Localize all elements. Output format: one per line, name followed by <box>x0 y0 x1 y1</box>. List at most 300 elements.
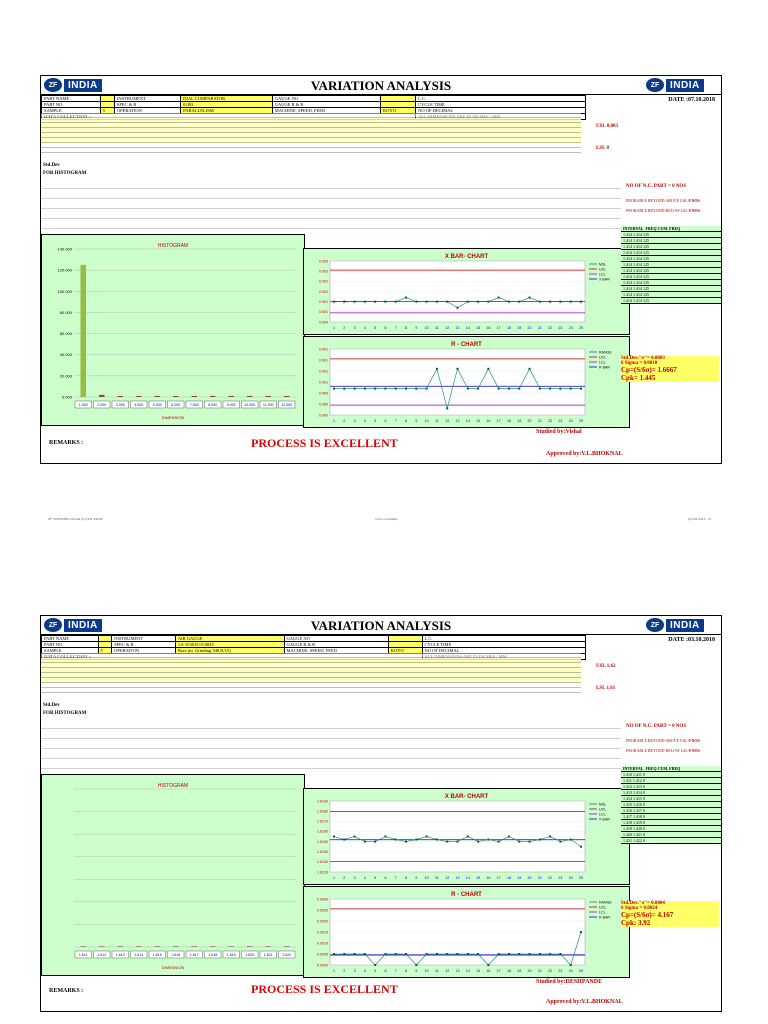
data-point <box>374 301 376 303</box>
hist-bar <box>284 946 290 947</box>
hist-bar <box>154 946 160 947</box>
hist-bar <box>247 396 253 397</box>
hist-x-tick: 1.620 <box>245 953 255 957</box>
x-tick: 19 <box>517 969 522 973</box>
hist-x-tick: 2.000 <box>97 403 107 407</box>
x-tick: 24 <box>568 326 573 330</box>
data-point <box>529 841 531 843</box>
y-tick: 0.003 <box>319 269 328 274</box>
remarks-label: REMARKS : <box>49 440 84 446</box>
hist-bar <box>228 946 234 947</box>
part-info-table: PART NAME INSTRUMENT DIAL COMPARATOR GAUGE NO L.C. PART NO SPEC & R 0.003 GAUGE R & R CYCLE TIME SAMPLE 5 OPERATION PARALLELISM MACHINE, SPEED, FEED KOYO NO OF DECIMAL <box>41 95 586 120</box>
x-tick: 13 <box>455 969 460 973</box>
data-point <box>549 388 551 390</box>
x-tick: 21 <box>537 419 542 423</box>
hist-y-tick: 40.000 <box>59 352 72 358</box>
x-tick: 21 <box>537 969 542 973</box>
data-point <box>529 368 531 370</box>
data-point <box>477 953 479 955</box>
interval-table: INTERVAL FREQ CUM. FREQ 1.410 1.411 0 1.411 1.412 0 1.412 1.413 0 1.413 1.414 0 1.414 1.415 0 1.415 1.416 0 1.416 1.417 0 1.417 1.418 0 1.418 1.419 0 1.419 1.420 0 1.420 1.421 0 1.421 1.422 0 <box>621 766 721 844</box>
hist-bar <box>80 265 86 397</box>
hist-x-tick: 1.614 <box>134 953 144 957</box>
x-tick: 11 <box>435 969 439 973</box>
nc-part: NO OF N.C. PART = 0 NOS <box>626 724 687 729</box>
data-point <box>477 388 479 390</box>
data-point <box>333 388 335 390</box>
hist-x-tick: 3.000 <box>115 403 125 407</box>
process-result: PROCESS IS EXCELLENT <box>251 436 398 450</box>
x-tick: 11 <box>435 876 439 880</box>
x-tick: 4 <box>363 969 366 973</box>
data-point <box>333 953 335 955</box>
hist-bar <box>247 946 253 947</box>
chart-title: R - CHART <box>451 342 482 348</box>
legend-label: LCL <box>599 272 606 277</box>
y-tick: 0.000 <box>319 391 328 396</box>
data-point <box>354 301 356 303</box>
x-tick: 8 <box>405 969 408 973</box>
x-tick: 2 <box>343 419 346 423</box>
data-point <box>426 388 428 390</box>
r-chart <box>304 337 629 427</box>
x-tick: 12 <box>445 326 450 330</box>
x-tick: 16 <box>486 419 491 423</box>
x-tick: 24 <box>568 419 573 423</box>
y-tick: 0.000 <box>319 402 328 407</box>
report-header <box>41 616 721 635</box>
x-tick: 14 <box>465 326 470 330</box>
x-tick: 12 <box>445 876 450 880</box>
data-point <box>333 301 335 303</box>
data-point <box>343 953 345 955</box>
histogram-title: HISTOGRAM <box>157 243 189 249</box>
xbar-panel <box>303 788 630 885</box>
hist-bar <box>210 396 216 397</box>
hist-x-tick: 7.000 <box>189 403 199 407</box>
data-point <box>518 301 520 303</box>
x-tick: 16 <box>486 969 491 973</box>
data-point <box>395 388 397 390</box>
legend-label: MSL <box>599 262 607 267</box>
x-tick: 13 <box>455 419 460 423</box>
x-tick: 14 <box>465 876 470 880</box>
data-point <box>426 301 428 303</box>
data-point <box>415 964 417 966</box>
x-tick: 7 <box>394 969 397 973</box>
stddev-side: Std.Dev."σ"= 0.0003 <box>621 356 665 361</box>
data-point <box>508 301 510 303</box>
hist-y-tick: 80.000 <box>59 309 72 315</box>
data-point <box>405 953 407 955</box>
data-point <box>446 407 448 409</box>
studied-by: Studied by:Vishal <box>536 429 582 435</box>
data-point <box>364 953 366 955</box>
y-tick: 0.003 <box>319 259 328 264</box>
y-tick: 1.6140 <box>317 850 328 855</box>
hist-bar <box>191 396 197 397</box>
x-tick: 20 <box>527 969 532 973</box>
data-point <box>426 836 428 838</box>
histogram-chart <box>42 775 304 975</box>
footer-right: Q.S.PLANT - II <box>688 517 711 521</box>
hist-x-tick: 1.618 <box>208 953 218 957</box>
data-point <box>395 301 397 303</box>
y-tick: 1.6130 <box>317 860 328 865</box>
x-tick: 4 <box>363 876 366 880</box>
data-point <box>446 301 448 303</box>
x-tick: 10 <box>424 969 429 973</box>
xbar-chart <box>304 789 629 884</box>
data-point <box>559 841 561 843</box>
hist-bar <box>80 946 86 947</box>
data-point <box>477 841 479 843</box>
hist-x-tick: 11.000 <box>262 403 274 407</box>
data-point <box>539 301 541 303</box>
hist-x-tick: 1.611 <box>78 953 88 957</box>
data-point <box>354 388 356 390</box>
x-tick: 20 <box>527 326 532 330</box>
data-point <box>354 953 356 955</box>
x-tick: 2 <box>343 876 346 880</box>
data-point <box>395 953 397 955</box>
y-tick: 0.0010 <box>317 941 328 946</box>
y-tick: 1.6160 <box>317 829 328 834</box>
data-point <box>487 368 489 370</box>
x-tick: 9 <box>415 876 418 880</box>
usl-label: USL 1.62 <box>596 664 616 669</box>
x-tick: 3 <box>353 876 356 880</box>
data-point <box>446 953 448 955</box>
x-tick: 25 <box>579 876 583 880</box>
hist-x-tick: 12.000 <box>281 403 293 407</box>
report-page-2 <box>40 615 722 1012</box>
x-tick: 23 <box>558 326 563 330</box>
hist-x-tick: 1.613 <box>115 953 125 957</box>
approved-by: Approved by:V.L.BHOKNAL <box>546 451 623 457</box>
legend-label: RANGE <box>599 900 612 905</box>
x-tick: 25 <box>579 326 583 330</box>
data-point <box>580 388 582 390</box>
hist-x-label: DIMENSION <box>161 415 185 420</box>
x-tick: 11 <box>435 326 439 330</box>
approved-by: Approved by:V.L.BHOKNAL <box>546 999 623 1005</box>
footer-mid: www.vd-sample <box>375 517 398 521</box>
data-point <box>539 388 541 390</box>
r-panel <box>303 886 630 978</box>
data-point <box>498 841 500 843</box>
data-point <box>343 388 345 390</box>
data-point <box>364 301 366 303</box>
x-tick: 10 <box>424 326 429 330</box>
data-point <box>580 846 582 848</box>
legend-label: UCL <box>599 355 607 360</box>
x-tick: 8 <box>405 326 408 330</box>
data-point <box>529 297 531 299</box>
legend-label: RANGE <box>599 350 612 355</box>
hist-y-tick: 20.000 <box>59 373 72 379</box>
for-histogram-label: FOR HISTOGRAM <box>43 171 87 176</box>
data-point <box>436 368 438 370</box>
legend-label: UCL <box>599 905 607 910</box>
legend-label: LCL <box>599 812 606 817</box>
data-point <box>436 953 438 955</box>
hist-x-tick: 1.622 <box>282 953 292 957</box>
y-tick: 0.002 <box>319 279 328 284</box>
x-tick: 22 <box>548 326 553 330</box>
std-dev-label: Std.Dev <box>43 163 60 168</box>
legend-label: R BAR <box>599 365 610 370</box>
x-tick: 10 <box>424 876 429 880</box>
x-tick: 4 <box>363 326 366 330</box>
x-tick: 8 <box>405 419 408 423</box>
stddev-side: Std.Dev."σ"= 0.0004 <box>621 901 665 906</box>
data-point <box>436 301 438 303</box>
data-point <box>426 953 428 955</box>
hist-y-tick: 60.000 <box>59 331 72 337</box>
hist-x-tick: 5.000 <box>152 403 162 407</box>
data-grid <box>41 113 581 153</box>
data-point <box>580 931 582 933</box>
xbar-chart <box>304 249 629 334</box>
data-point <box>570 839 572 841</box>
hist-bar <box>228 396 234 397</box>
x-tick: 15 <box>476 969 481 973</box>
lsl-label: LSL 1.61 <box>596 686 616 691</box>
zf-india-logo: ZF INDIA <box>44 78 116 92</box>
x-tick: 15 <box>476 326 481 330</box>
x-tick: 24 <box>568 969 573 973</box>
data-grid <box>41 653 581 693</box>
x-tick: 7 <box>394 326 397 330</box>
r-chart <box>304 887 629 977</box>
legend-label: X BAR <box>599 277 610 282</box>
x-tick: 7 <box>394 876 397 880</box>
x-tick: 12 <box>445 419 450 423</box>
y-tick: 0.001 <box>319 369 328 374</box>
x-tick: 5 <box>374 876 377 880</box>
data-point <box>570 964 572 966</box>
data-point <box>539 953 541 955</box>
hist-x-tick: 10.000 <box>244 403 256 407</box>
data-point <box>498 388 500 390</box>
x-tick: 4 <box>363 419 366 423</box>
r-panel <box>303 336 630 428</box>
y-tick: 0.0020 <box>317 919 328 924</box>
data-point <box>487 301 489 303</box>
data-point <box>549 836 551 838</box>
x-tick: 2 <box>343 969 346 973</box>
std-dev-label: Std.Dev <box>43 703 60 708</box>
x-tick: 1 <box>333 326 335 330</box>
beyond-lsl: PROBABLE BEYOND BELOW LSL 0 NOS <box>626 208 700 213</box>
y-tick: 0.001 <box>319 310 328 315</box>
x-tick: 3 <box>353 419 356 423</box>
data-point <box>559 388 561 390</box>
data-point <box>384 953 386 955</box>
data-point <box>415 388 417 390</box>
x-tick: 17 <box>496 326 501 330</box>
hist-bar <box>117 946 123 947</box>
six-sigma: 6 Sigma = 0.0018 <box>621 361 658 366</box>
x-tick: 1 <box>333 419 335 423</box>
histogram-panel <box>41 774 305 976</box>
x-tick: 16 <box>486 876 491 880</box>
data-point <box>539 839 541 841</box>
data-point <box>518 841 520 843</box>
y-tick: 0.0025 <box>317 908 328 913</box>
remarks-label: REMARKS : <box>49 988 84 994</box>
x-tick: 6 <box>384 876 387 880</box>
y-tick: 1.6180 <box>317 809 328 814</box>
data-point <box>384 388 386 390</box>
x-tick: 9 <box>415 969 418 973</box>
process-result: PROCESS IS EXCELLENT <box>251 982 398 996</box>
hist-bar <box>210 946 216 947</box>
hist-y-tick: 0.000 <box>61 394 72 400</box>
part-info-table: PART NAME INSTRUMENT AIR GAUGE GAUGE NO L.C. PART NO SPEC & R 1.6 -0.0015/-0.0025 GAUGE R & R CYCLE TIME SAMPLE 5 OPERATION Bore (m. Grinding 340.N/15) MACHINE, SPEED, FEED KOYO NO OF DECIMAL <box>41 635 586 660</box>
x-tick: 21 <box>537 876 542 880</box>
x-tick: 3 <box>353 969 356 973</box>
data-point <box>457 307 459 309</box>
hist-bar <box>173 946 179 947</box>
x-tick: 14 <box>465 419 470 423</box>
x-tick: 6 <box>384 969 387 973</box>
x-tick: 25 <box>579 419 583 423</box>
data-point <box>498 953 500 955</box>
y-tick: 1.6120 <box>317 870 328 875</box>
x-tick: 22 <box>548 419 553 423</box>
data-point <box>436 839 438 841</box>
zf-india-logo: ZF INDIA <box>646 618 718 632</box>
y-tick: 0.000 <box>319 413 328 418</box>
y-tick: 0.002 <box>319 289 328 294</box>
hist-x-tick: 9.000 <box>226 403 236 407</box>
data-point <box>446 841 448 843</box>
chart-title: X BAR- CHART <box>444 794 489 800</box>
x-tick: 13 <box>455 876 460 880</box>
beyond-usl: PROBABLE BEYOND ABOVE USL 0 NOS <box>626 738 700 743</box>
x-tick: 16 <box>486 326 491 330</box>
data-point <box>457 953 459 955</box>
cp-value: Cp=(S/6σ)= 4.167 <box>621 911 674 919</box>
histogram-chart <box>42 235 304 425</box>
hist-x-tick: 6.000 <box>171 403 181 407</box>
x-tick: 15 <box>476 876 481 880</box>
histogram-data-grid <box>41 719 621 769</box>
hist-x-tick: 1.612 <box>97 953 107 957</box>
hist-x-tick: 1.000 <box>78 403 88 407</box>
data-point <box>508 388 510 390</box>
data-point <box>405 388 407 390</box>
legend-label: LCL <box>599 910 606 915</box>
y-tick: 0.000 <box>319 320 328 325</box>
x-tick: 10 <box>424 419 429 423</box>
x-tick: 21 <box>537 326 542 330</box>
histogram-title: HISTOGRAM <box>157 783 189 789</box>
cpk-value: Cpk: 3.92 <box>621 919 651 927</box>
report-header <box>41 76 721 95</box>
cp-value: Cp=(S/6σ)= 1.6667 <box>621 366 677 374</box>
data-point <box>549 953 551 955</box>
x-tick: 6 <box>384 326 387 330</box>
hist-y-tick: 140.000 <box>57 246 72 252</box>
xbar-panel <box>303 248 630 335</box>
histogram-data-grid <box>41 179 621 229</box>
x-tick: 15 <box>476 419 481 423</box>
hist-x-tick: 1.615 <box>152 953 162 957</box>
data-point <box>549 301 551 303</box>
footer-left: ZF STEERING GEAR (I) LTD, PUNE <box>48 517 103 521</box>
data-point <box>415 301 417 303</box>
x-tick: 13 <box>455 326 460 330</box>
hist-bar <box>173 396 179 397</box>
x-tick: 17 <box>496 876 501 880</box>
y-tick: 0.0000 <box>317 963 328 968</box>
x-tick: 6 <box>384 419 387 423</box>
studied-by: Studied by:DESHPANDE <box>536 979 603 985</box>
data-point <box>570 388 572 390</box>
x-tick: 7 <box>394 419 397 423</box>
hist-x-tick: 4.000 <box>134 403 144 407</box>
legend-label: MSL <box>599 802 607 807</box>
data-point <box>457 368 459 370</box>
legend-label: LCL <box>599 360 606 365</box>
chart-title: X BAR- CHART <box>444 254 489 260</box>
y-tick: 0.001 <box>319 299 328 304</box>
zf-india-logo: ZF INDIA <box>646 78 718 92</box>
x-tick: 20 <box>527 419 532 423</box>
x-tick: 18 <box>506 876 511 880</box>
y-tick: 0.0015 <box>317 930 328 935</box>
x-tick: 23 <box>558 876 563 880</box>
x-tick: 25 <box>579 969 583 973</box>
x-tick: 19 <box>517 876 522 880</box>
data-point <box>364 841 366 843</box>
hist-x-label: DIMENSION <box>161 965 185 970</box>
legend-label: R BAR <box>599 915 610 920</box>
x-tick: 11 <box>435 419 439 423</box>
x-tick: 8 <box>405 876 408 880</box>
x-tick: 20 <box>527 876 532 880</box>
six-sigma: 6 Sigma = 0.0024 <box>621 906 658 911</box>
usl-label: USL 0.003 <box>596 124 618 129</box>
for-histogram-label: FOR HISTOGRAM <box>43 711 87 716</box>
data-point <box>570 301 572 303</box>
data-point <box>487 964 489 966</box>
x-tick: 23 <box>558 969 563 973</box>
data-point <box>467 836 469 838</box>
y-tick: 0.0030 <box>317 897 328 902</box>
x-tick: 12 <box>445 969 450 973</box>
hist-bar <box>265 396 271 397</box>
x-tick: 18 <box>506 969 511 973</box>
hist-bar <box>284 396 290 397</box>
legend-label: UCL <box>599 267 607 272</box>
hist-x-tick: 1.619 <box>226 953 236 957</box>
data-point <box>580 301 582 303</box>
data-point <box>467 301 469 303</box>
lsl-label: LSL 0 <box>596 146 609 151</box>
zf-india-logo: ZF INDIA <box>44 618 116 632</box>
x-tick: 14 <box>465 969 470 973</box>
x-tick: 19 <box>517 326 522 330</box>
capability-box <box>621 356 719 382</box>
data-point <box>354 836 356 838</box>
hist-bar <box>191 946 197 947</box>
data-point <box>498 297 500 299</box>
x-tick: 17 <box>496 969 501 973</box>
x-tick: 18 <box>506 419 511 423</box>
